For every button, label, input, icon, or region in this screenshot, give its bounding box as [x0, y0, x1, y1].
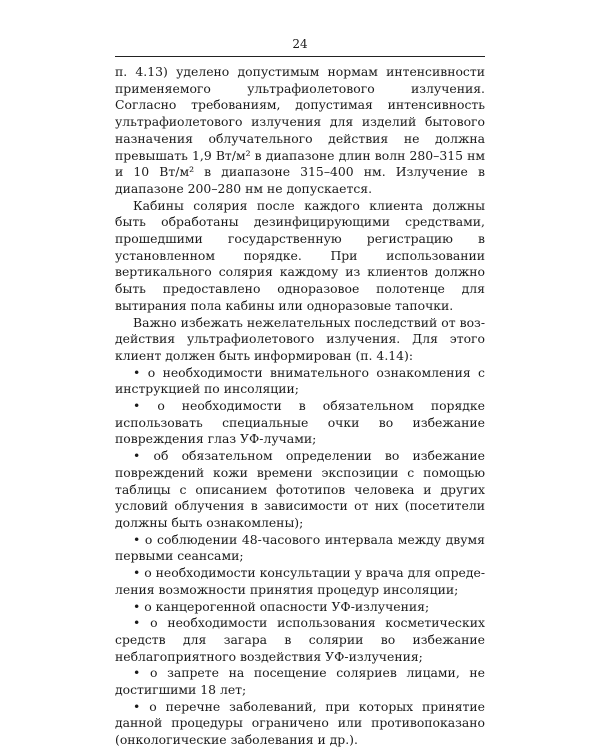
- header-rule: [115, 56, 485, 57]
- list-item: • о необходимости внимательного ознакомления с инструкцией по инсоляции;: [115, 364, 485, 397]
- list-item: • о необходимости использования косметических средств для загара в солярии во избежание неблагоприятного воздействия УФ-излучения;: [115, 615, 485, 664]
- list-item: • о канцерогенной опасности УФ-излучения;: [133, 598, 430, 614]
- list-item: • об обязательном определении во избежание повреждений кожи времени экспозиции с помощью таблицы с описанием фототипов человека и других условий облучения в зависимости от них (посетители должны быть ознакомлены);: [115, 448, 485, 530]
- list-item: • о соблюдении 48-часового интервала между двумя первыми сеансами;: [115, 531, 485, 564]
- list-item: • о необходимости в обязательном порядке использовать специальные очки во избежание повреждения глаз УФ-лучами;: [115, 398, 485, 447]
- paragraph-warning: Важно избежать нежелательных последствий от воздействия ультрафиолетового излучения. Для этого клиент должен быть информирован (п. 4.14):: [115, 314, 485, 363]
- paragraph-disinfection: Кабины солярия после каждого клиента должны быть обработаны дезинфицирующими средствами, прошедшими государственную регистрацию в установленном порядке. При использовании вертикального солярия каждому из клиентов должно быть предоставлено одноразовое полотенце для вытирания пола кабины или одноразовые тапочки.: [115, 197, 485, 313]
- list-item: • о необходимости консультации у врача для определения возможности принятия процедур инсоляции;: [115, 565, 485, 597]
- page-body: [115, 64, 485, 749]
- list-item: • о запрете на посещение соляриев лицами, не достигшими 18 лет;: [115, 665, 485, 698]
- paragraph-intro: п. 4.13) уделено допустимым нормам интенсивности применяемого ультрафиолетового излучения. Согласно требованиям, допустимая интенсивность ультрафиолетового излучения для изделий бытового назначения облучательного действия не должна превышать 1,9 Вт/м² в диапазоне длин волн 280–315 нм и 10 Вт/м² в диапазоне 315–400 нм. Излучение в диапазоне 200–280 нм не допускается.: [115, 64, 485, 196]
- list-item: • о перечне заболеваний, при которых принятие данной процедуры ограничено или противопоказано (онкологические заболевания и др.).: [115, 698, 485, 748]
- page-number: 24: [292, 37, 308, 51]
